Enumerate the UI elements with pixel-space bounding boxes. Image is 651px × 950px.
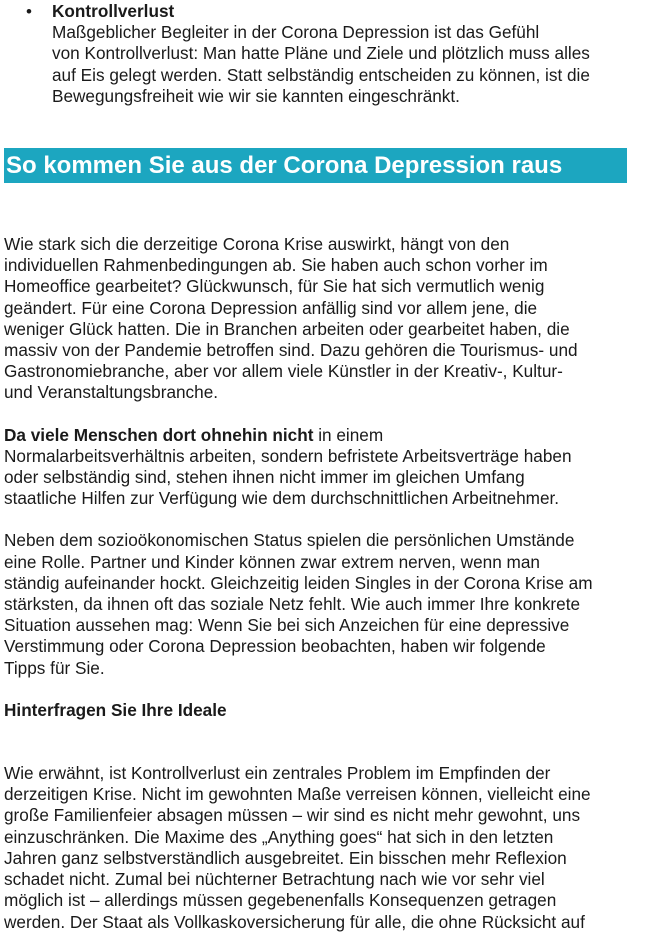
bullet-item-kontrollverlust [4,1,649,107]
text-line: Situation aussehen mag: Wenn Sie bei sich Anzeichen für eine depressive [4,615,570,636]
text-line: Verstimmung oder Corona Depression beobachten, haben wir folgende [4,636,546,657]
text-line: derzeitigen Krise. Nicht im gewohnten Maße verreisen können, vielleicht eine [4,784,591,805]
section-heading: So kommen Sie aus der Corona Depression raus [4,148,627,183]
text-line: geändert. Für eine Corona Depression anfällig sind vor allem jene, die [4,297,538,318]
paragraph-2 [4,425,649,510]
text-line: schadet nicht. Zumal bei nüchterner Betrachtung nach wie vor sehr viel [4,869,545,890]
bullet-line: Bewegungsfreiheit wie wir sie kannten eingeschränkt. [52,85,460,106]
text-line-rest: in einem [313,424,384,445]
text-line: Normalarbeitsverhältnis arbeiten, sondern befristete Arbeitsverträge haben [4,445,572,466]
text-line: einzuschränken. Die Maxime des „Anything goes“ hat sich in den letzten [4,826,554,847]
text-line: möglich ist – allerdings müssen gegebenenfalls Konsequenzen getragen [4,890,557,911]
bullet-marker: • [26,2,32,21]
text-line: oder selbständig sind, stehen ihnen nicht immer im gleichen Umfang [4,467,525,488]
text-line: Neben dem sozioökonomischen Status spielen die persönlichen Umstände [4,530,575,551]
bold-lead: Da viele Menschen dort ohnehin nicht [4,424,314,445]
text-line: stärksten, da ihnen oft das soziale Netz fehlt. Wie auch immer Ihre konkrete [4,594,581,615]
text-line: ständig aufeinander hockt. Gleichzeitig leiden Singles in der Corona Krise am [4,572,593,593]
text-line: große Familienfeier absagen müssen – wir sind es nicht mehr gewohnt, uns [4,805,581,826]
text-line: Tipps für Sie. [4,657,105,678]
bullet-line: Maßgeblicher Begleiter in der Corona Depression ist das Gefühl [52,22,540,43]
text-line: und Veranstaltungsbranche. [4,382,219,403]
text-line: Wie erwähnt, ist Kontrollverlust ein zentrales Problem im Empfinden der [4,763,551,784]
text-line: individuellen Rahmenbedingungen ab. Sie haben auch schon vorher im [4,255,548,276]
text-line: Jahren ganz selbstverständlich ausgebreitet. Ein bisschen mehr Reflexion [4,847,567,868]
text-line: werden. Der Staat als Vollkaskoversicherung für alle, die ohne Rücksicht auf [4,911,585,932]
subheading: Hinterfragen Sie Ihre Ideale [4,699,227,720]
text-line: weniger Glück hatten. Die in Branchen arbeiten oder gearbeitet haben, die [4,318,570,339]
paragraph-3 [4,530,649,678]
text-line: staatliche Hilfen zur Verfügung wie dem durchschnittlichen Arbeitnehmer. [4,488,560,509]
text-line: Wie stark sich die derzeitige Corona Krise auswirkt, hängt von den [4,234,510,255]
bullet-title: Kontrollverlust [52,1,175,21]
bullet-line: von Kontrollverlust: Man hatte Pläne und Ziele und plötzlich muss alles [52,43,590,64]
text-line: eine Rolle. Partner und Kinder können zwar extrem nerven, wenn man [4,551,540,572]
text-line: Gastronomiebranche, aber vor allem viele Künstler in der Kreativ-, Kultur- [4,361,563,382]
text-line [4,425,649,446]
paragraph-4 [4,763,649,933]
text-line: massiv von der Pandemie betroffen sind. Dazu gehören die Tourismus- und [4,340,578,361]
bullet-line: auf Eis gelegt werden. Statt selbständig entscheiden zu können, ist die [52,64,590,85]
text-line: Homeoffice gearbeitet? Glückwunsch, für Sie hat sich vermutlich wenig [4,276,545,297]
paragraph-1 [4,234,649,404]
article-body [4,0,649,933]
